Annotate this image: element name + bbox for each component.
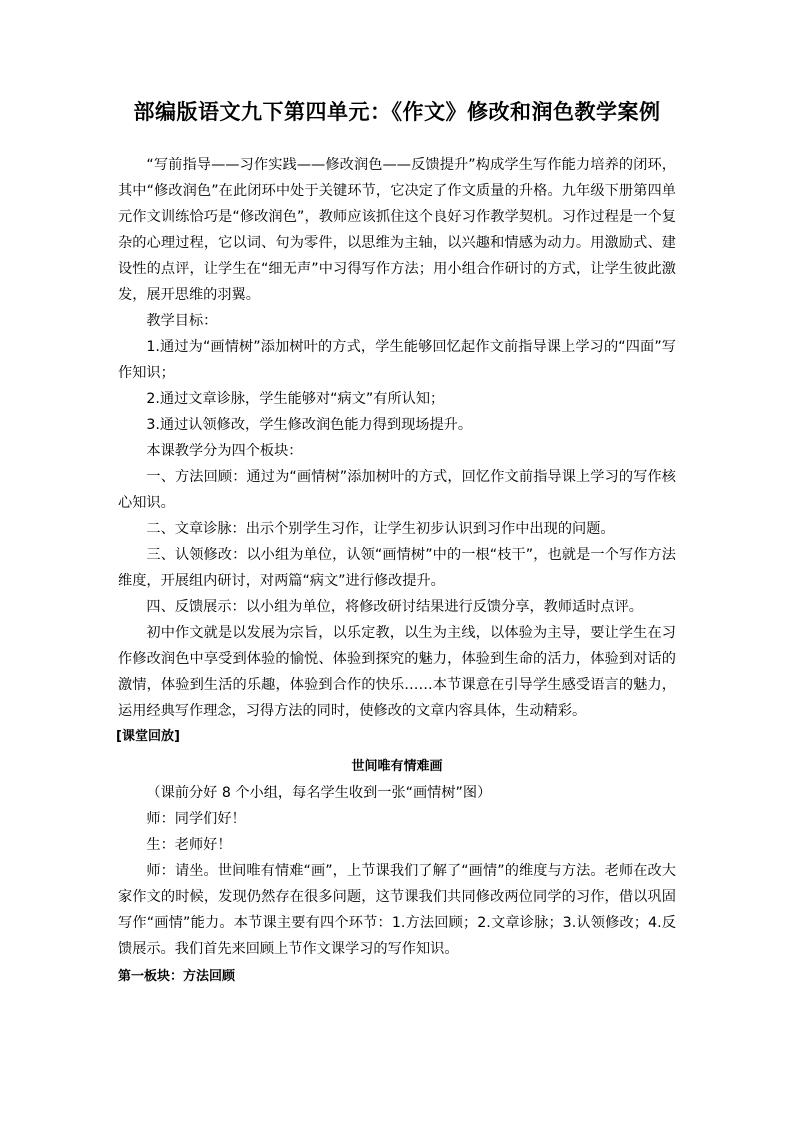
section-item: 四、反馈展示：以小组为单位，将修改研讨结果进行反馈分享，教师适时点评。 [146, 599, 643, 615]
lesson-line: （课前分好 8 个小组，每名学生收到一张“画情树”图） [146, 785, 492, 801]
lesson-line: 师：同学们好！ [146, 811, 246, 827]
goals-label: 教学目标： [146, 313, 218, 329]
lesson-title: 世间唯有情难画 [351, 759, 443, 774]
summary-paragraph: 初中作文就是以发展为宗旨，以乐定教，以生为主线，以体验为主导，要让学生在习作修改润色中享受到体验的愉悦、体验到探究的魅力，体验到生命的活力，体验到对话的激情，体验到生活的乐趣，体验到合作的快乐……本节课意在引导学生感受语言的魅力，运用经典写作理念，习得方法的同时，使修改的文章内容具体，生动精彩。 [118, 625, 676, 719]
sections-label: 本课教学分为四个板块： [146, 443, 303, 459]
goal-item: 1.通过为“画情树”添加树叶的方式，学生能够回忆起作文前指导课上学习的“四面”写作知识； [118, 339, 676, 381]
section-item: 三、认领修改：以小组为单位，认领“画情树”中的一根“枝干”，也就是一个写作方法维度，开展组内研讨，对两篇“病文”进行修改提升。 [118, 547, 676, 589]
intro-paragraph: “写前指导——习作实践——修改润色——反馈提升”构成学生写作能力培养的闭环，其中“修改润色”在此闭环中处于关键环节，它决定了作文质量的升格。九年级下册第四单元作文训练恰巧是“修改润色”，教师应该抓住这个良好习作教学契机。习作过程是一个复杂的心理过程，它以词、句为零件，以思维为主轴，以兴趣和情感为动力。用激励式、建设性的点评，让学生在“细无声”中习得写作方法；用小组合作研讨的方式，让学生彼此激发，展开思维的羽翼。 [118, 157, 676, 303]
document-title: 部编版语文九下第四单元：《作文》修改和润色教学案例 [133, 99, 661, 124]
section-item: 二、文章诊脉：出示个别学生习作，让学生初步认识到习作中出现的问题。 [146, 521, 615, 537]
section-item: 一、方法回顾：通过为“画情树”添加树叶的方式，回忆作文前指导课上学习的写作核心知识。 [118, 469, 676, 511]
replay-heading: [课堂回放] [116, 729, 180, 744]
goal-item: 2.通过文章诊脉，学生能够对“病文”有所认知； [146, 391, 445, 407]
lesson-line: 师：请坐。世间唯有情难“画”，上节课我们了解了“画情”的维度与方法。老师在改大家作文的时候，发现仍然存在很多问题，这节课我们共同修改两位同学的习作，借以巩固写作“画情”能力。本节课主要有四个环节：1.方法回顾；2.文章诊脉；3.认领修改；4.反馈展示。我们首先来回顾上节作文课学习的写作知识。 [118, 863, 676, 957]
lesson-line: 生：老师好！ [146, 837, 232, 853]
block-heading: 第一板块：方法回顾 [118, 969, 236, 984]
goal-item: 3.通过认领修改，学生修改润色能力得到现场提升。 [146, 417, 473, 433]
